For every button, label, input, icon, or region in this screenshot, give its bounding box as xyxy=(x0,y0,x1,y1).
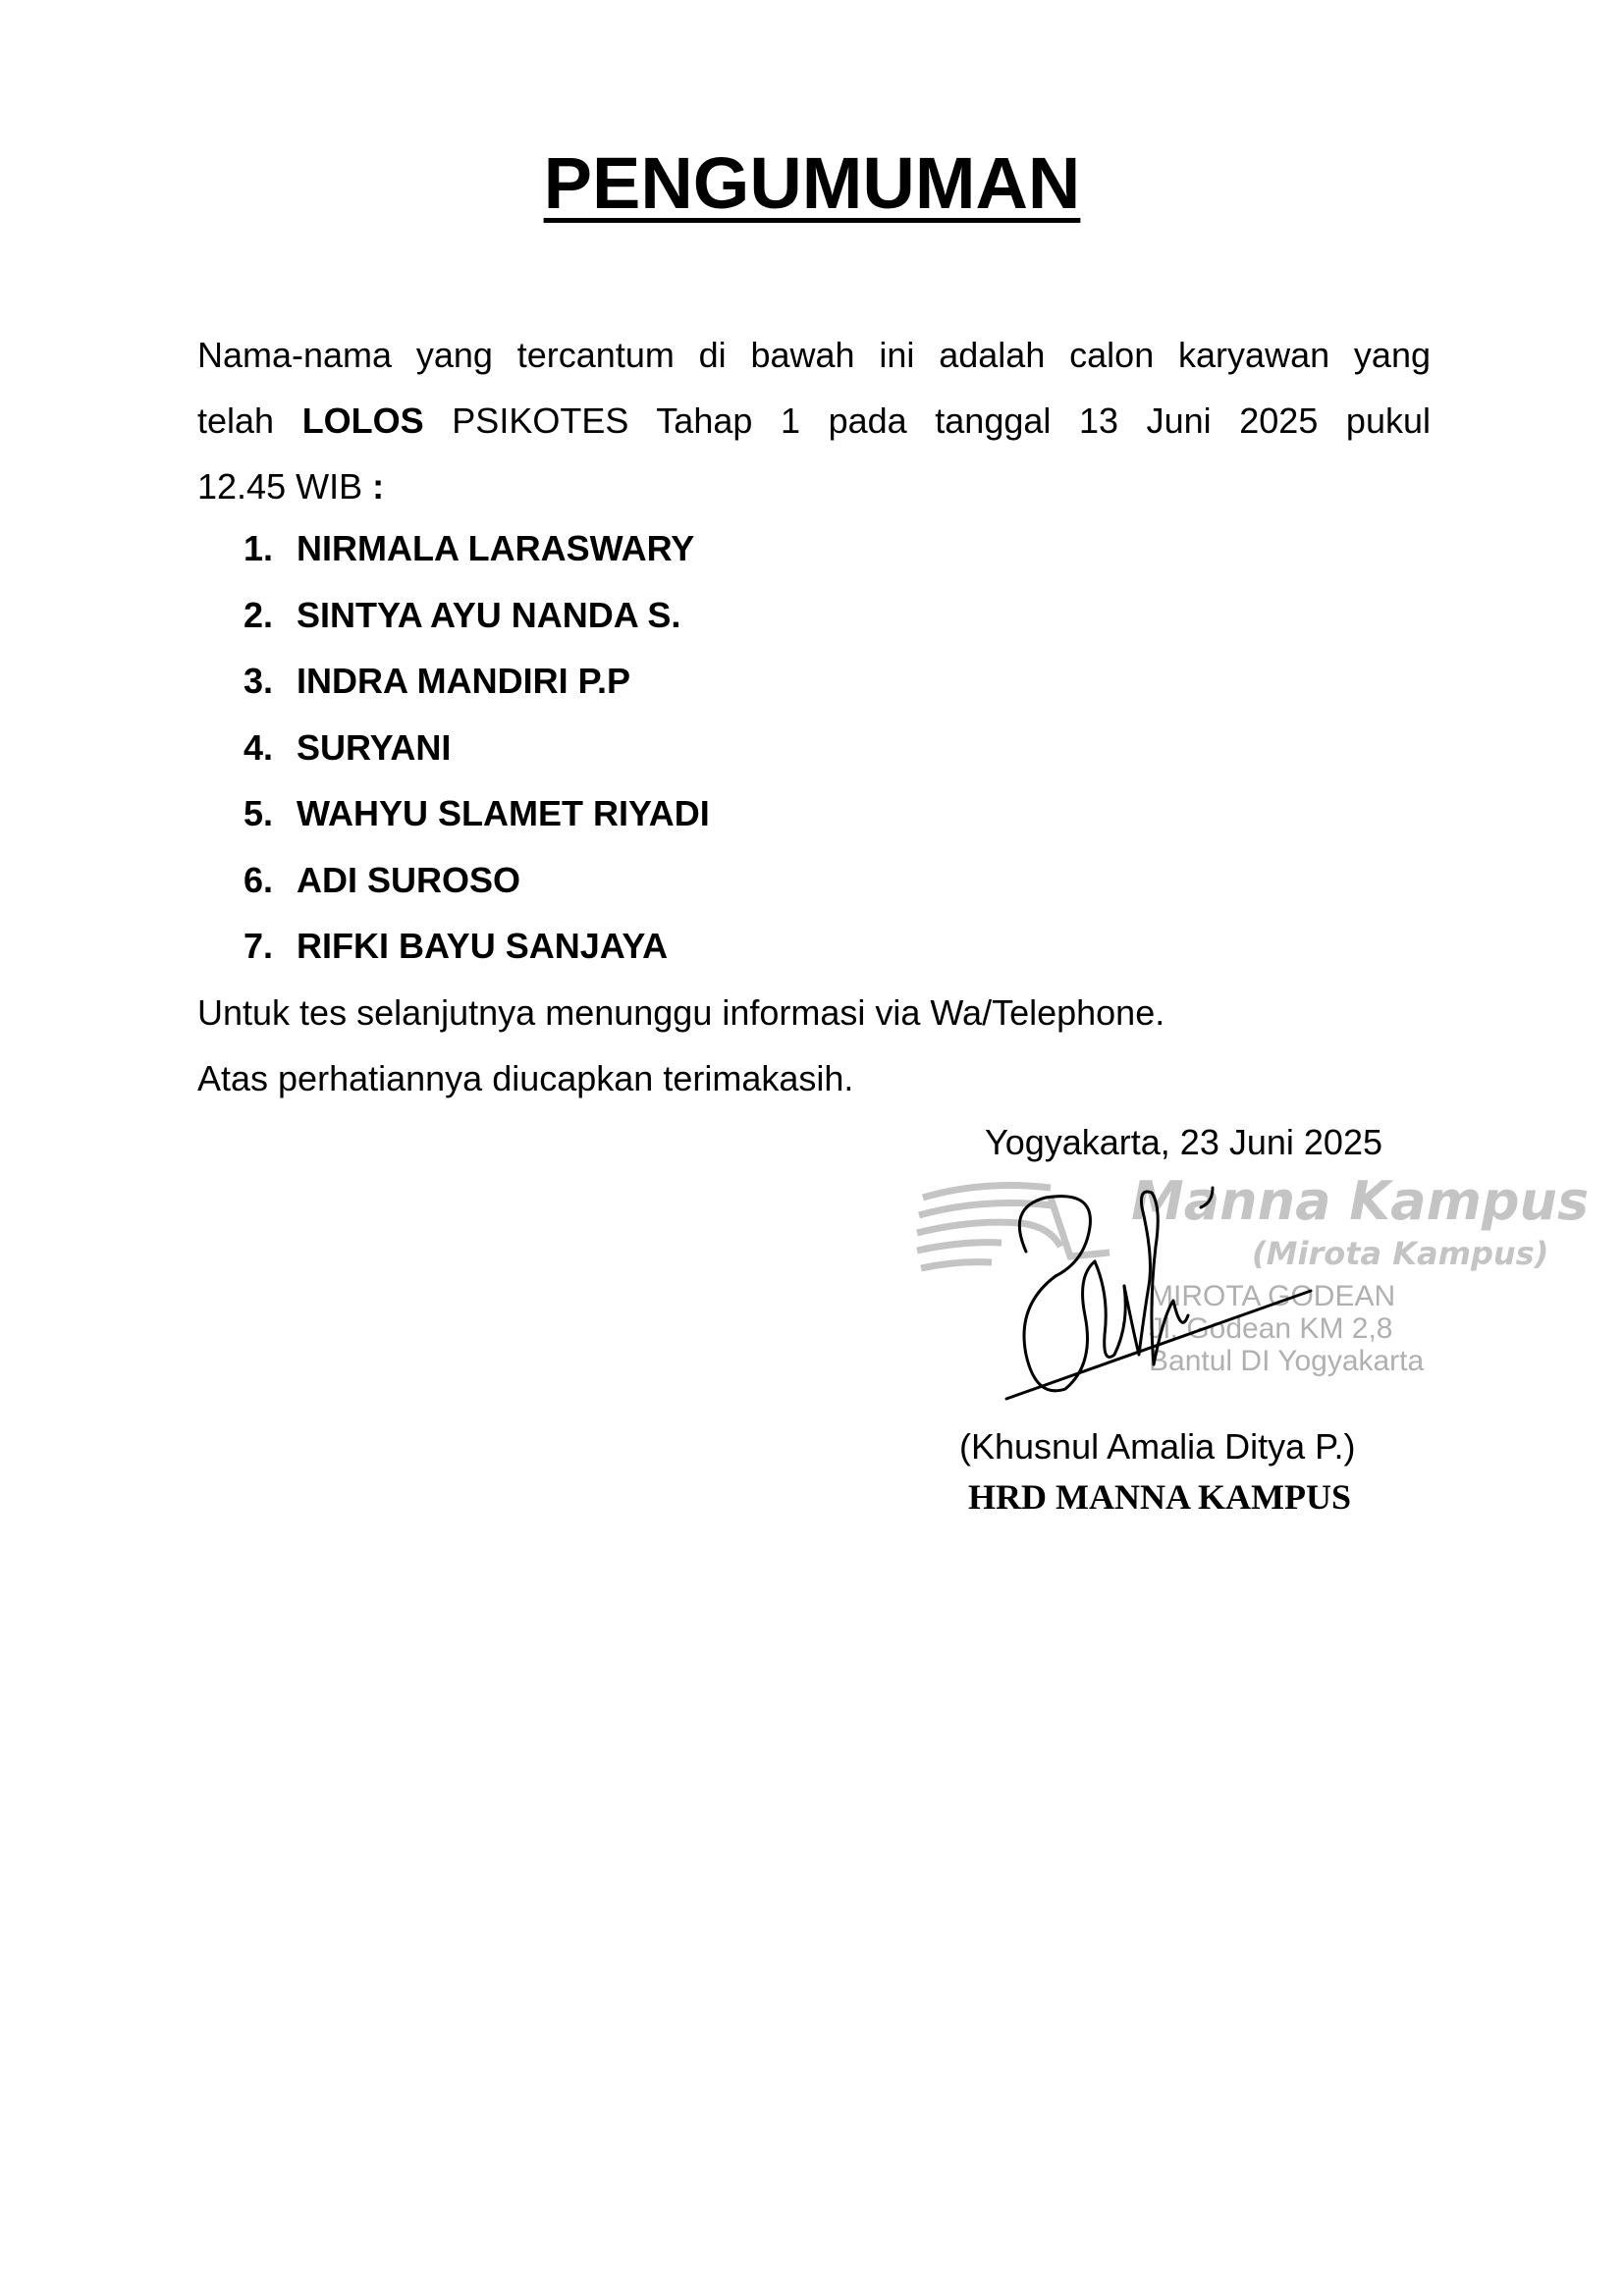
list-item-name: SINTYA AYU NANDA S. xyxy=(297,594,681,635)
list-item-name: WAHYU SLAMET RIYADI xyxy=(297,793,710,833)
stamp-line-3: Bantul DI Yogyakarta xyxy=(1149,1345,1425,1377)
list-item xyxy=(244,780,710,847)
signer-name: (Khusnul Amalia Ditya P.) xyxy=(959,1426,1356,1467)
list-item-number: 1. xyxy=(244,528,274,568)
intro-line-2 xyxy=(197,388,1431,454)
intro-time: 12.45 WIB xyxy=(197,466,363,507)
intro-paragraph xyxy=(197,322,1431,519)
list-item-number: 2. xyxy=(244,594,274,635)
list-item-number: 6. xyxy=(244,859,274,900)
list-item xyxy=(244,847,710,914)
stamp-line-2: Jl. Godean KM 2,8 xyxy=(1149,1312,1393,1345)
list-item-name: ADI SUROSO xyxy=(297,859,521,900)
stamp-and-signature xyxy=(903,1158,1590,1414)
list-item-number: 7. xyxy=(244,926,274,966)
page-title xyxy=(0,142,1624,224)
place-date: Yogyakarta, 23 Juni 2025 xyxy=(985,1122,1382,1162)
list-item xyxy=(244,913,710,980)
intro-line-1: Nama-nama yang tercantum di bawah ini adalah calon karyawan yang xyxy=(197,335,1431,375)
intro-line-2-prefix: telah xyxy=(197,400,275,441)
list-item-name: SURYANI xyxy=(297,726,452,768)
lolos-emphasis: LOLOS xyxy=(301,400,424,441)
intro-line-3 xyxy=(197,454,1431,519)
list-item-name: NIRMALA LARASWARY xyxy=(297,528,695,568)
organization-name: HRD MANNA KAMPUS xyxy=(968,1477,1351,1517)
handwritten-signature xyxy=(987,1168,1360,1404)
list-item-number: 5. xyxy=(244,793,274,833)
thanks-text: Atas perhatiannya diucapkan terimakasih. xyxy=(197,1058,854,1098)
list-item-number: 4. xyxy=(244,726,274,768)
list-item xyxy=(244,648,710,715)
list-item xyxy=(244,515,710,582)
list-item-number: 3. xyxy=(244,661,274,701)
intro-colon: : xyxy=(372,466,385,507)
closing-paragraph xyxy=(197,980,1164,1111)
list-item xyxy=(244,715,710,781)
next-step-text: Untuk tes selanjutnya menunggu informasi via Wa/Telephone. xyxy=(197,992,1165,1033)
list-item xyxy=(244,582,710,649)
stamp-subbrand: (Mirota Kampus) xyxy=(1252,1235,1549,1272)
title-text: PENGUMUMAN xyxy=(543,142,1081,224)
stamp-line-1: MIROTA GODEAN xyxy=(1149,1280,1396,1312)
list-item-name: RIFKI BAYU SANJAYA xyxy=(297,926,669,966)
stamp-brand: Manna Kampus xyxy=(1131,1170,1590,1232)
intro-line-2-rest: PSIKOTES Tahap 1 pada tanggal 13 Juni 2025 pukul xyxy=(452,400,1431,441)
candidate-list xyxy=(244,515,710,980)
list-item-name: INDRA MANDIRI P.P xyxy=(297,661,631,701)
